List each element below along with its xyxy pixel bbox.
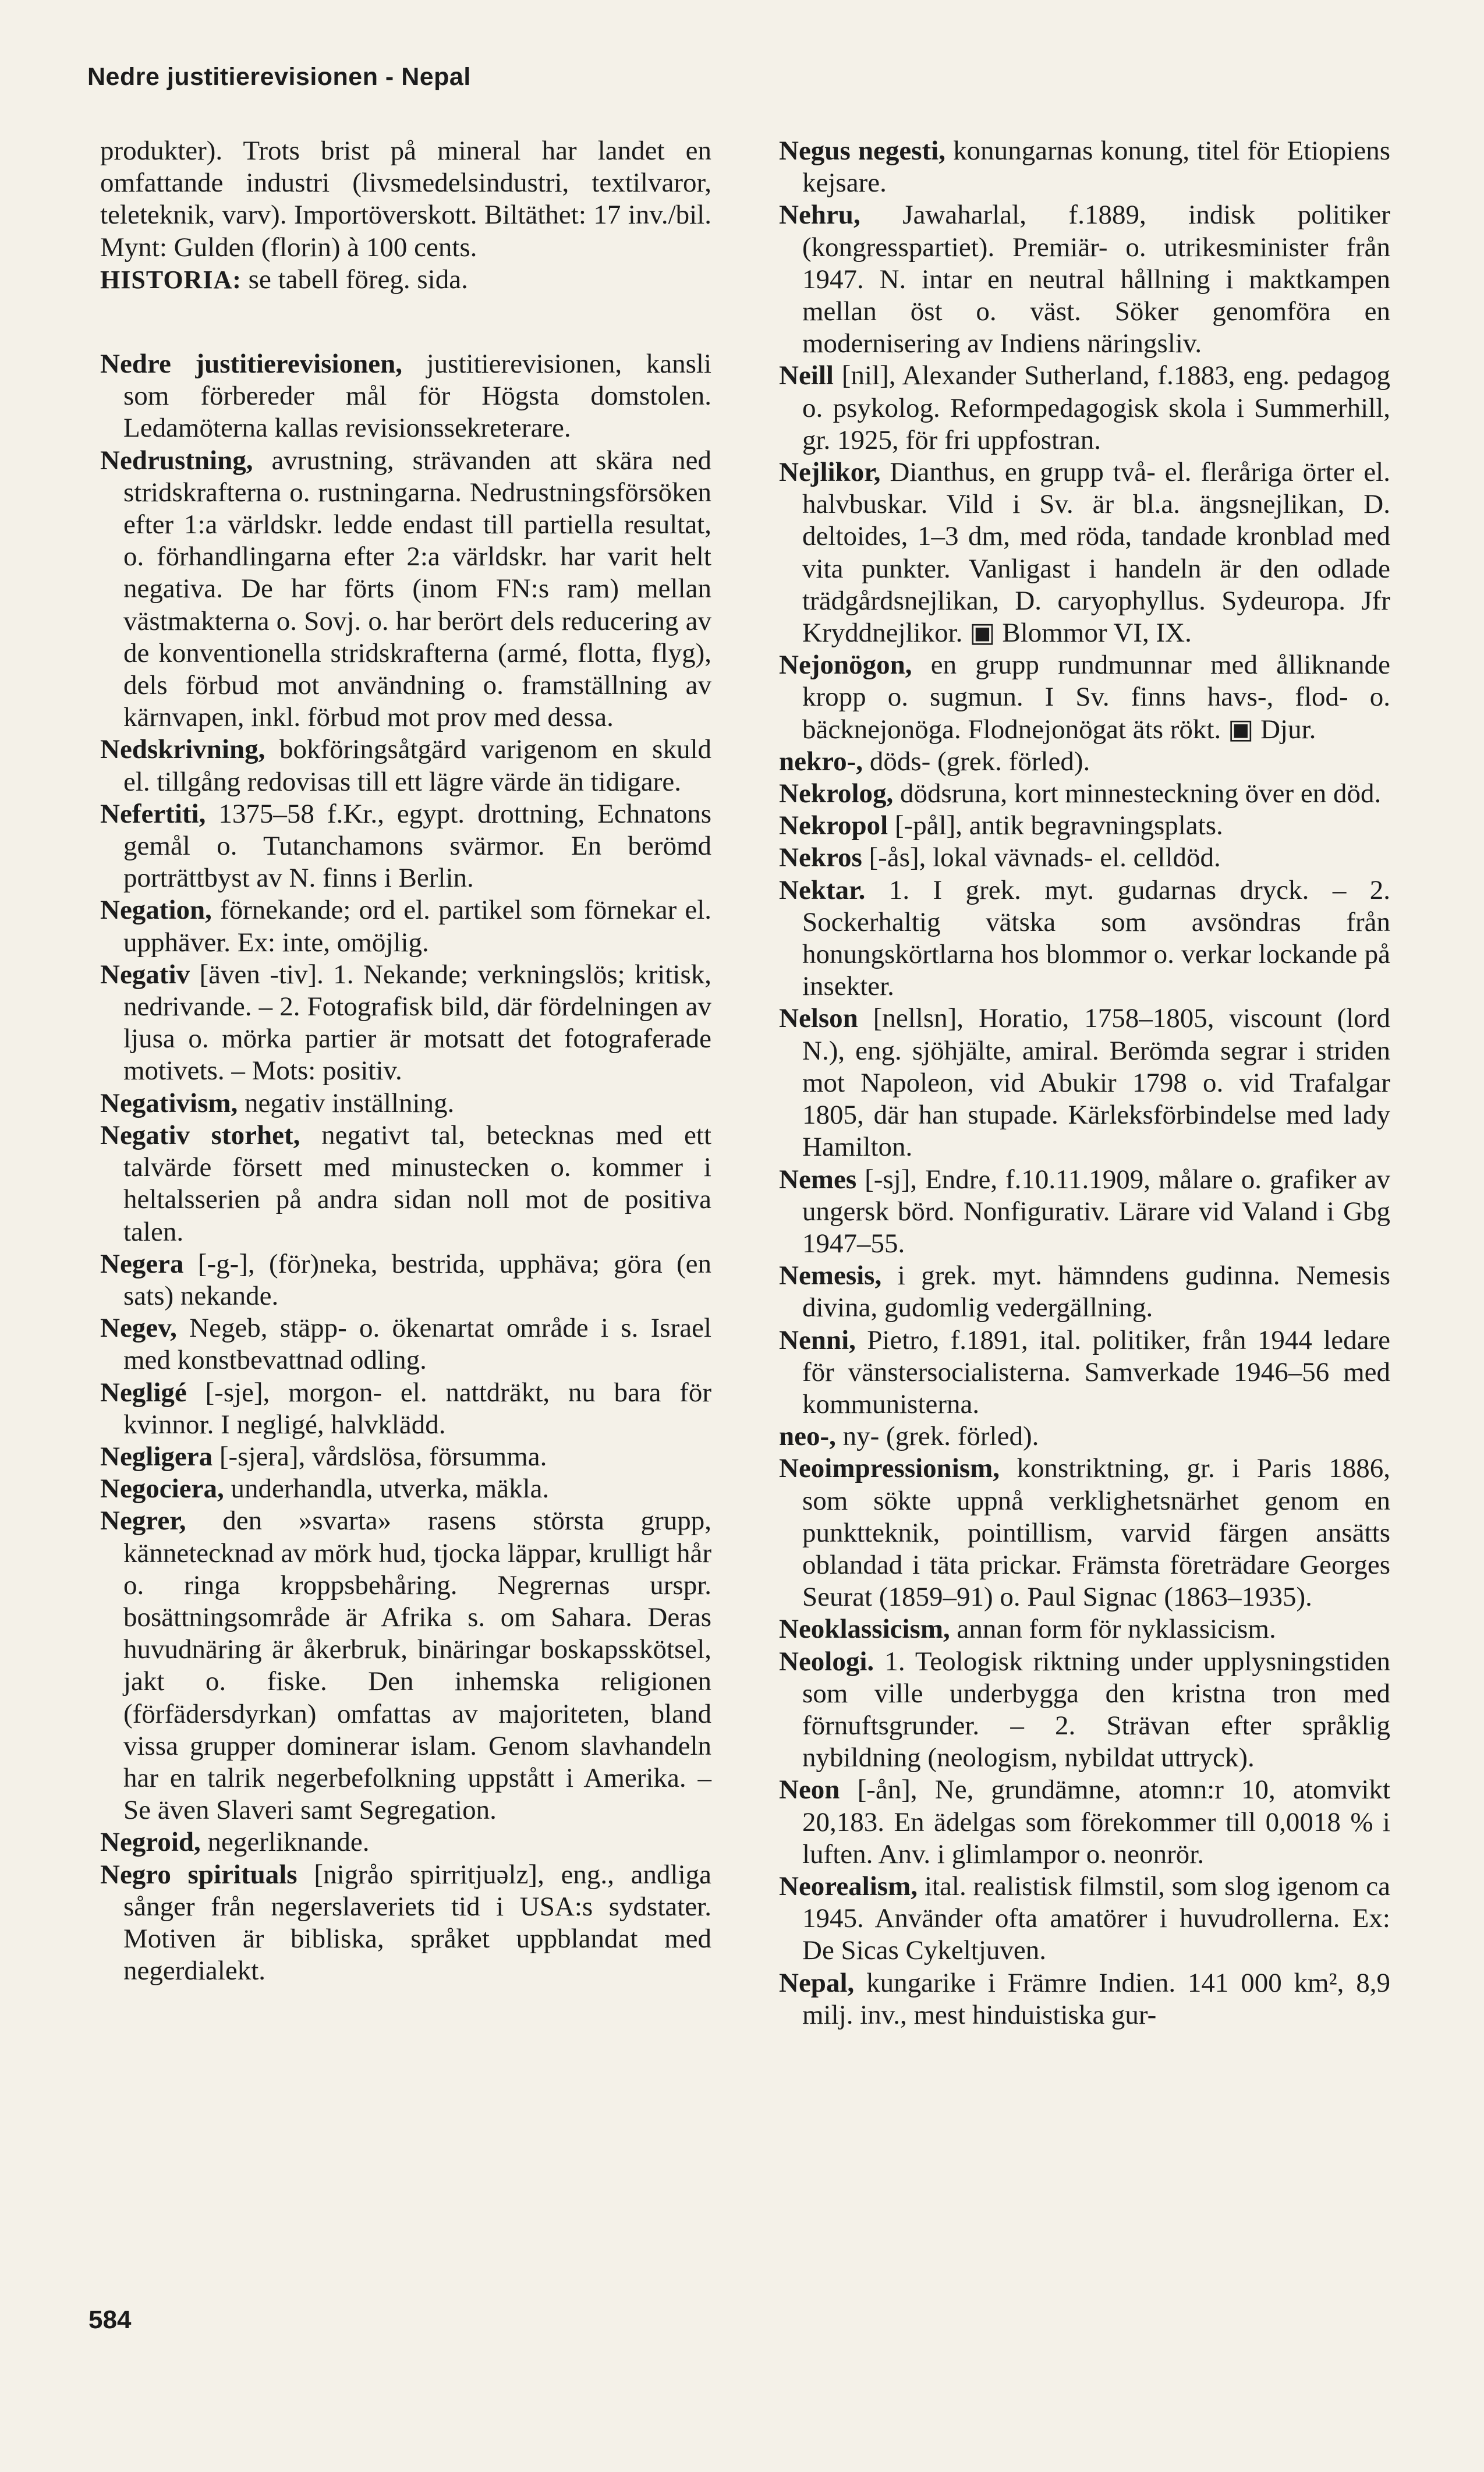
dictionary-entry	[779, 199, 1390, 360]
entry-headword: Nedrustning,	[100, 445, 253, 476]
entry-headword: neo-,	[779, 1421, 836, 1452]
dictionary-entry	[100, 1826, 711, 1858]
entry-text: [även -tiv]. 1. Nekande; verkningslös; kritisk, nedrivande. – 2. Fotografisk bild, där fördelningen av ljusa o. mörka partier är motsatt det fotograferade motivets. – Mots: positiv.	[123, 959, 712, 1086]
dictionary-entry	[779, 1967, 1390, 2031]
dictionary-entry	[779, 810, 1390, 842]
entry-headword: Nelson	[779, 1003, 858, 1034]
entry-headword: Negus negesti,	[779, 136, 945, 166]
entry-headword: Negroid,	[100, 1827, 201, 1858]
dictionary-entry	[779, 456, 1390, 649]
entry-text: [-g-], (för)neka, bestrida, upphäva; göra (en sats) nekande.	[123, 1248, 711, 1311]
entry-headword: Negativ	[100, 959, 190, 990]
left-column	[100, 135, 711, 1987]
entry-text: [-ån], Ne, grundämne, atomn:r 10, atomvikt 20,183. En ädelgas som förekommer till 0,0018 % i luften. Anv. i glimlampor o. neonrör.	[802, 1775, 1390, 1869]
dictionary-entry	[779, 1164, 1390, 1260]
entry-text: [-ås], lokal vävnads- el. celldöd.	[869, 842, 1221, 873]
dictionary-entry	[779, 746, 1390, 778]
entry-text: den »svarta» rasens största grupp, kännetecknad av mörk hud, tjocka läppar, krulligt hår o. ringa kroppsbehåring. Negrernas urspr. bosättningsområde är Afrika s. om Sahara. Deras huvudnäring är åkerbruk, binäringar boskapsskötsel, jakt o. fiske. Den inhemska religionen (förfädersdyrkan) omfattas av majoriteten, bland vissa grupper dominerar islam. Genom slavhandeln har en talrik negerbefolkning uppstått i Amerika. – Se även Slaveri samt Segregation.	[123, 1506, 712, 1826]
entry-text: se tabell föreg. sida.	[248, 264, 468, 295]
dictionary-entry	[100, 1377, 711, 1441]
entry-text: produkter). Trots brist på mineral har landet en omfattande industri (livsmedelsindustri, textilvaror, teleteknik, varv). Importöverskott. Biltäthet: 17 inv./bil. Mynt: Gulden (florin) à 100 cents.	[100, 136, 711, 263]
entry-text: negativ inställning.	[245, 1088, 455, 1118]
entry-text: Jawaharlal, f.1889, indisk politiker (kongresspartiet). Premiär- o. utrikesminister från 1947. N. intar en neutral hållning i maktkampen mellan öst o. väst. Söker genomföra en modernisering av Indiens näringsliv.	[802, 200, 1390, 359]
entry-text: 1. Teologisk riktning under upplysningstiden som ville underbygga den kristna tron med förnuftsgrunder. – 2. Strävan efter språklig nybildning (neologism, nybildat uttryck).	[802, 1646, 1391, 1773]
entry-headword: Nekropol	[779, 810, 888, 841]
right-column	[779, 135, 1390, 2031]
entry-headword: Negev,	[100, 1313, 177, 1344]
dictionary-entry	[100, 734, 711, 798]
dictionary-entry	[779, 1324, 1390, 1421]
dictionary-entry	[100, 348, 711, 445]
entry-text: underhandla, utverka, mäkla.	[231, 1474, 550, 1504]
entry-headword: Nedskrivning,	[100, 734, 265, 765]
entry-text: döds- (grek. förled).	[869, 746, 1090, 777]
entry-headword: Neorealism,	[779, 1871, 918, 1901]
dictionary-entry	[779, 1871, 1390, 1967]
dictionary-entry	[100, 1859, 711, 1988]
entry-text: en grupp rundmunnar med ålliknande kropp o. sugmun. I Sv. finns havs-, flod- o. bäcknejonöga. Flodnejonögat äts rökt. ▣ Djur.	[802, 650, 1390, 745]
dictionary-entry	[100, 1505, 711, 1826]
entry-headword: Nejlikor,	[779, 457, 881, 488]
entry-headword: Nemesis,	[779, 1260, 882, 1291]
entry-headword: Neoklassicism,	[779, 1614, 950, 1645]
entry-headword: Neill	[779, 360, 834, 391]
dictionary-entry	[100, 135, 711, 264]
entry-text: 1. I grek. myt. gudarnas dryck. – 2. Sockerhaltig vätska som avsöndras från honungskörtlarna hos blommor o. verkar lockande på insekter.	[802, 874, 1391, 1002]
entry-headword: Nenni,	[779, 1324, 856, 1355]
dictionary-entry	[779, 649, 1390, 746]
entry-headword: Negativ storhet,	[100, 1120, 300, 1150]
dictionary-entry	[100, 798, 711, 895]
entry-text: [-sje], morgon- el. nattdräkt, nu bara för kvinnor. I negligé, halvklädd.	[123, 1377, 711, 1440]
entry-text: kungarike i Främre Indien. 141 000 km², 8,9 milj. inv., mest hinduistiska gur-	[802, 1967, 1391, 2030]
entry-text: 1375–58 f.Kr., egypt. drottning, Echnatons gemål o. Tutanchamons svärmor. En berömd porträttbyst av N. finns i Berlin.	[123, 798, 711, 894]
dictionary-entry	[100, 1120, 711, 1248]
dictionary-entry	[779, 874, 1390, 1003]
dictionary-entry	[779, 1646, 1390, 1775]
entry-text: [nigråo spirritjuəlz], eng., andliga sånger från negerslaveriets tid i USA:s sydstater. Motiven är bibliska, språket uppblandat med negerdialekt.	[123, 1859, 711, 1986]
entry-headword: Nepal,	[779, 1967, 855, 1998]
entry-text: ny- (grek. förled).	[842, 1421, 1039, 1452]
entry-headword: Nejonögon,	[779, 650, 912, 681]
entry-text: bokföringsåtgärd varigenom en skuld el. tillgång redovisas till ett lägre värde än tidigare.	[123, 734, 712, 797]
dictionary-entry	[779, 1003, 1390, 1163]
entry-headword: Neon	[779, 1775, 840, 1805]
entry-headword: Negrer,	[100, 1506, 186, 1536]
entry-text: [nellsn], Horatio, 1758–1805, viscount (lord N.), eng. sjöhjälte, amiral. Berömda segrar i striden mot Napoleon, vid Abukir 1798 o. vid Trafalgar 1805, där han stupade. Kärleksförbindelse med lady Hamilton.	[802, 1003, 1390, 1163]
entry-text: Pietro, f.1891, ital. politiker, från 1944 ledare för vänstersocialisterna. Samverkade 1946–56 med kommunisterna.	[802, 1324, 1390, 1419]
entry-text: ital. realistisk filmstil, som slog igenom ca 1945. Använder ofta amatörer i huvudrollerna. Ex: De Sicas Cykeltjuven.	[802, 1871, 1390, 1966]
entry-text: i grek. myt. hämndens gudinna. Nemesis divina, gudomlig vedergällning.	[802, 1260, 1390, 1323]
dictionary-entry	[100, 1088, 711, 1120]
entry-text: [nil], Alexander Sutherland, f.1883, eng. pedagog o. psykolog. Reformpedagogisk skola i Summerhill, gr. 1925, för fri uppfostran.	[802, 360, 1391, 455]
dictionary-entry	[779, 135, 1390, 199]
entry-headword: Nemes	[779, 1164, 857, 1195]
entry-headword: HISTORIA:	[100, 265, 242, 294]
entry-headword: Nedre justitierevisionen,	[100, 349, 402, 380]
entry-headword: Negociera,	[100, 1474, 224, 1504]
entry-text: konungarnas konung, titel för Etiopiens kejsare.	[802, 136, 1391, 199]
entry-headword: Nehru,	[779, 200, 860, 231]
entry-headword: Nekrolog,	[779, 778, 894, 809]
entry-text: konstriktning, gr. i Paris 1886, som sökte uppnå verklighetsnärhet genom en punktteknik, pointillism, varvid färgen ansätts oblandad i täta prickar. Främsta företrädare Georges Seurat (1859–91) o. Paul Signac (1863–1935).	[802, 1453, 1390, 1613]
dictionary-entry	[779, 360, 1390, 456]
dictionary-entry	[100, 959, 711, 1088]
dictionary-entry	[100, 894, 711, 958]
dictionary-entry	[779, 842, 1390, 874]
running-head: Nedre justitierevisionen - Nepal	[87, 63, 471, 91]
entry-text: annan form för nyklassicism.	[957, 1614, 1276, 1645]
dictionary-entry	[100, 1248, 711, 1312]
dictionary-entry	[100, 1441, 711, 1473]
entry-headword: Negation,	[100, 895, 212, 926]
entry-text: Dianthus, en grupp två- el. fleråriga örter el. halvbuskar. Vild i Sv. är bl.a. ängsnejlikan, D. deltoides, 1–3 dm, med röda, tandade kronblad med vita punkter. Vanligast i handeln är den odlade trädgårdsnejlikan, D. caryophyllus. Sydeuropa. Jfr Kryddnejlikor. ▣ Blommor VI, IX.	[802, 457, 1390, 649]
entry-text: negerliknande.	[207, 1827, 370, 1858]
entry-headword: Nefertiti,	[100, 798, 206, 829]
entry-text: [-sj], Endre, f.10.11.1909, målare o. grafiker av ungersk börd. Nonfigurativ. Lärare vid Valand i Gbg 1947–55.	[802, 1164, 1390, 1259]
entry-text: justitierevisionen, kansli som förbereder mål för Högsta domstolen. Ledamöterna kallas revisionssekreterare.	[123, 349, 711, 444]
entry-headword: Negera	[100, 1248, 184, 1279]
entry-headword: Neoimpressionism,	[779, 1453, 1000, 1484]
entry-headword: Nekros	[779, 842, 862, 873]
dictionary-entry	[100, 1473, 711, 1505]
entry-headword: Negligé	[100, 1377, 187, 1408]
entry-text: avrustning, strävanden att skära ned stridskrafterna o. rustningarna. Nedrustningsförsöken efter 1:a världskr. ledde endast till partiella resultat, o. förhandlingarna efter 2:a världskr. har varit helt negativa. De har förts (inom FN:s ram) mellan västmakterna o. Sovj. o. har berört dels reducering av de konventionella stridskrafterna (armé, flotta, flyg), dels förbud mot användning o. framställning av kärnvapen, inkl. förbud mot prov med dessa.	[123, 445, 711, 733]
dictionary-entry	[100, 264, 711, 296]
entry-headword: Negligera	[100, 1441, 213, 1472]
entry-headword: Neologi.	[779, 1646, 874, 1677]
entry-headword: nekro-,	[779, 746, 863, 777]
entry-text: [-sjera], vårdslösa, försumma.	[219, 1441, 547, 1472]
entry-text: Negeb, stäpp- o. ökenartat område i s. Israel med konstbevattnad odling.	[123, 1313, 712, 1376]
entry-text: negativt tal, betecknas med ett talvärde försett med minustecken o. kommer i heltalsserien på andra sidan noll mot de positiva talen.	[123, 1120, 712, 1247]
entry-text: [-pål], antik begravningsplats.	[894, 810, 1223, 841]
dictionary-entry	[779, 1453, 1390, 1613]
entry-text: dödsruna, kort minnesteckning över en död.	[900, 778, 1382, 809]
entry-headword: Negativism,	[100, 1088, 238, 1118]
dictionary-entry	[779, 778, 1390, 810]
page-number: 584	[88, 2305, 132, 2334]
dictionary-entry	[100, 445, 711, 734]
dictionary-entry	[779, 1613, 1390, 1645]
entry-headword: Nektar.	[779, 874, 866, 905]
dictionary-entry	[779, 1774, 1390, 1871]
dictionary-entry	[779, 1260, 1390, 1324]
entry-text: förnekande; ord el. partikel som förnekar el. upphäver. Ex: inte, omöjlig.	[123, 895, 711, 958]
entry-headword: Negro spirituals	[100, 1859, 297, 1890]
dictionary-entry	[100, 1312, 711, 1376]
dictionary-entry	[779, 1421, 1390, 1453]
